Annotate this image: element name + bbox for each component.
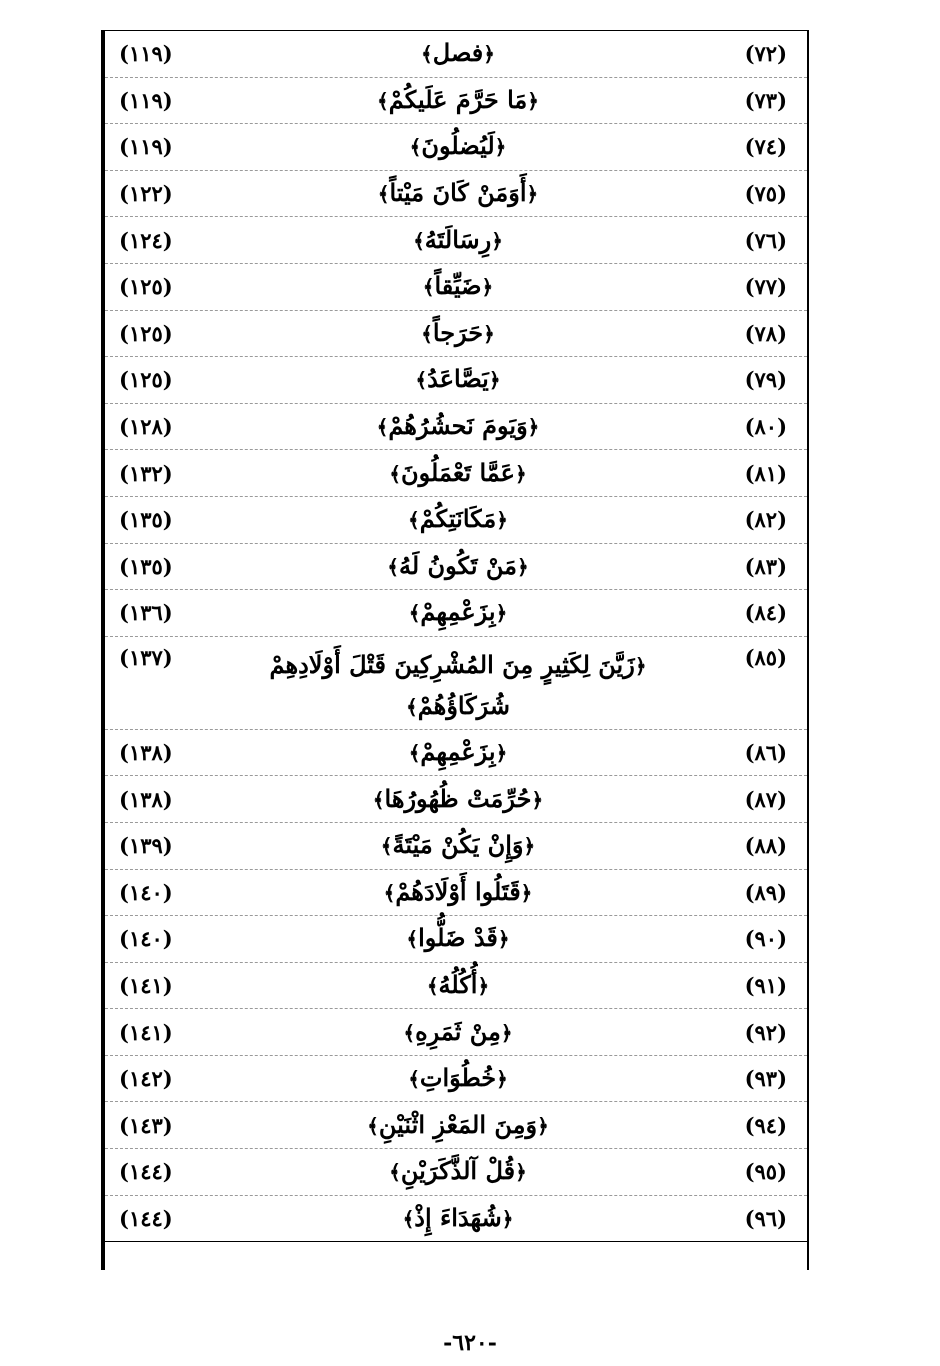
table-row	[105, 870, 807, 917]
quran-term	[239, 78, 677, 123]
ornate-bracket-open-icon: ﴿	[515, 1160, 527, 1185]
page-reference: (١٣٧)	[119, 644, 173, 670]
ornate-bracket-close-icon: ﴾	[389, 461, 402, 486]
entry-number: (٨١)	[744, 460, 787, 486]
page-reference: (١٣٨)	[119, 740, 173, 766]
entry-number: (٩٣)	[744, 1066, 787, 1092]
page-reference: (١١٩)	[119, 134, 173, 160]
page-reference: (١٢٢)	[119, 181, 173, 207]
ornate-bracket-open-icon: ﴿	[501, 1206, 514, 1231]
table-row	[105, 776, 807, 823]
ornate-bracket-close-icon: ﴾	[415, 368, 428, 393]
ornate-bracket-open-icon: ﴿	[477, 973, 490, 998]
quran-term	[239, 31, 677, 76]
table-row	[105, 450, 807, 497]
table-row	[105, 1149, 807, 1196]
term-text: أَوَمَنْ كَانَ مَيْتاً	[389, 178, 527, 208]
ornate-bracket-open-icon: ﴿	[523, 834, 536, 859]
page-reference: (١٤٤)	[119, 1159, 173, 1185]
page-reference: (١٣٩)	[119, 833, 173, 859]
term-text: وَيَومَ نَحشُرُهُمْ	[388, 411, 528, 441]
entry-number: (٩٥)	[744, 1159, 787, 1185]
quran-term	[239, 590, 677, 635]
term-text: شُهَدَاءَ إِذْ	[414, 1202, 502, 1232]
page-reference: (١٣٥)	[119, 553, 173, 579]
term-text: أُكُلُهُ	[438, 969, 478, 999]
entry-number: (٨٣)	[744, 553, 787, 579]
table-row	[105, 264, 807, 311]
quran-term	[239, 1103, 677, 1148]
table-row	[105, 637, 807, 730]
ornate-bracket-close-icon: ﴾	[367, 1113, 379, 1138]
ornate-bracket-close-icon: ﴾	[389, 1160, 401, 1185]
ornate-bracket-open-icon: ﴿	[494, 135, 507, 160]
entry-number: (٧٣)	[744, 87, 787, 113]
ornate-bracket-close-icon: ﴾	[376, 415, 389, 440]
quran-term	[239, 1149, 677, 1194]
page-reference: (١٤١)	[119, 1019, 173, 1045]
ornate-bracket-open-icon: ﴿	[491, 228, 503, 253]
table-row	[105, 823, 807, 870]
ornate-bracket-close-icon: ﴾	[402, 1206, 415, 1231]
page-number: -٦٢٠-	[443, 1330, 497, 1356]
page-reference: (١٤٠)	[119, 926, 173, 952]
ornate-bracket-open-icon: ﴿	[516, 554, 529, 579]
ornate-bracket-close-icon: ﴾	[387, 554, 399, 579]
term-text: بِزَعْمِهِمْ	[420, 597, 496, 627]
term-text: بِزَعْمِهِمْ	[420, 737, 496, 767]
ornate-bracket-close-icon: ﴾	[403, 1020, 416, 1045]
quran-term	[239, 1010, 677, 1055]
index-table	[101, 30, 809, 1270]
ornate-bracket-open-icon: ﴿	[496, 1067, 508, 1092]
ornate-bracket-open-icon: ﴿	[634, 653, 647, 678]
ornate-bracket-close-icon: ﴾	[421, 42, 433, 67]
page-reference: (١١٩)	[119, 87, 173, 113]
table-row	[105, 311, 807, 358]
page-reference: (١٢٥)	[119, 320, 173, 346]
entry-number: (٨٩)	[744, 879, 787, 905]
ornate-bracket-open-icon: ﴿	[520, 880, 533, 905]
quran-term	[239, 544, 677, 589]
page-reference: (١٢٨)	[119, 414, 173, 440]
quran-term	[239, 171, 677, 216]
quran-term	[239, 870, 677, 915]
term-text: مِنْ ثَمَرِهِ	[415, 1016, 501, 1046]
page-reference: (١٤٠)	[119, 879, 173, 905]
entry-number: (٩٦)	[744, 1205, 787, 1231]
table-row	[105, 1102, 807, 1149]
quran-term	[239, 916, 677, 961]
term-text: مَكَانَتِكُمْ	[419, 504, 497, 534]
entry-number: (٨٢)	[744, 507, 787, 533]
page-reference: (١٤١)	[119, 972, 173, 998]
term-text: وَإِنْ يَكُنْ مَيْتَةً	[392, 830, 524, 860]
ornate-bracket-close-icon: ﴾	[421, 321, 433, 346]
ornate-bracket-close-icon: ﴾	[408, 1067, 420, 1092]
ornate-bracket-open-icon: ﴿	[495, 601, 508, 626]
ornate-bracket-close-icon: ﴾	[383, 880, 396, 905]
table-row	[105, 31, 807, 78]
entry-number: (٩٤)	[744, 1112, 787, 1138]
page-reference: (١٣٦)	[119, 600, 173, 626]
table-row	[105, 544, 807, 591]
table-row	[105, 1056, 807, 1103]
term-text: رِسَالَتَهُ	[424, 224, 492, 254]
quran-term	[239, 497, 677, 542]
ornate-bracket-close-icon: ﴾	[426, 973, 439, 998]
page-reference: (١٣٢)	[119, 460, 173, 486]
ornate-bracket-open-icon: ﴿	[497, 927, 510, 952]
quran-term	[239, 451, 677, 496]
term-text: حَرَجاً	[432, 317, 484, 347]
term-text: خُطُوَاتِ	[419, 1063, 497, 1093]
ornate-bracket-close-icon: ﴾	[406, 927, 419, 952]
quran-term	[239, 1056, 677, 1101]
term-text: قُلْ آلذَّكَرَيْنِ	[400, 1156, 516, 1186]
entry-number: (٩٢)	[744, 1019, 787, 1045]
page-reference: (١٤٢)	[119, 1066, 173, 1092]
page-reference: (١٢٥)	[119, 274, 173, 300]
ornate-bracket-close-icon: ﴾	[372, 787, 385, 812]
table-row	[105, 963, 807, 1010]
entry-number: (٩٠)	[744, 926, 787, 952]
table-row	[105, 1196, 807, 1243]
term-text: قَدْ ضَلُّوا	[418, 923, 498, 953]
entry-number: (٧٦)	[744, 227, 787, 253]
term-text: قَتَلُوا أَوْلَادَهُمْ	[395, 876, 521, 906]
entry-number: (٧٤)	[744, 134, 787, 160]
page-reference: (١٢٥)	[119, 367, 173, 393]
entry-number: (٧٨)	[744, 320, 787, 346]
page-reference: (١١٩)	[119, 41, 173, 67]
ornate-bracket-open-icon: ﴿	[500, 1020, 513, 1045]
ornate-bracket-open-icon: ﴿	[514, 461, 527, 486]
entry-number: (٧٩)	[744, 367, 787, 393]
entry-number: (٧٧)	[744, 274, 787, 300]
term-text: مَنْ تَكُونُ لَهُ	[399, 550, 517, 580]
table-row	[105, 404, 807, 451]
entry-number: (٧٥)	[744, 181, 787, 207]
term-text: يَصَّاعَدُ	[427, 364, 489, 394]
ornate-bracket-open-icon: ﴿	[481, 275, 494, 300]
quran-term	[239, 404, 677, 449]
quran-term	[239, 357, 677, 402]
ornate-bracket-close-icon: ﴾	[422, 275, 435, 300]
table-row	[105, 357, 807, 404]
term-text: حُرِّمَتْ ظُهُورُهَا	[384, 783, 532, 813]
ornate-bracket-open-icon: ﴿	[527, 88, 539, 113]
ornate-bracket-open-icon: ﴿	[488, 368, 501, 393]
table-row	[105, 78, 807, 125]
quran-term	[239, 264, 677, 309]
ornate-bracket-open-icon: ﴿	[537, 1113, 549, 1138]
ornate-bracket-open-icon: ﴿	[483, 321, 495, 346]
quran-term	[239, 645, 677, 727]
page-reference: (١٢٤)	[119, 227, 173, 253]
quran-term	[239, 730, 677, 775]
term-text: لَيُضلُونَ	[421, 131, 495, 161]
table-row	[105, 730, 807, 777]
ornate-bracket-close-icon: ﴾	[405, 694, 418, 719]
entry-number: (٨٥)	[744, 644, 787, 670]
ornate-bracket-close-icon: ﴾	[380, 834, 393, 859]
ornate-bracket-open-icon: ﴿	[527, 415, 540, 440]
page-reference: (١٣٥)	[119, 507, 173, 533]
table-row	[105, 217, 807, 264]
table-row	[105, 1009, 807, 1056]
quran-term	[239, 311, 677, 356]
term-text: عَمَّا تَعْمَلُونَ	[401, 457, 515, 487]
entry-number: (٨٨)	[744, 833, 787, 859]
ornate-bracket-open-icon: ﴿	[483, 42, 495, 67]
ornate-bracket-close-icon: ﴾	[377, 88, 389, 113]
term-text: فصل	[432, 38, 484, 68]
table-row	[105, 916, 807, 963]
ornate-bracket-close-icon: ﴾	[377, 182, 390, 207]
entry-number: (٨٦)	[744, 740, 787, 766]
entry-number: (٨٤)	[744, 600, 787, 626]
quran-term	[239, 823, 677, 868]
page-reference: (١٤٤)	[119, 1205, 173, 1231]
table-row	[105, 497, 807, 544]
quran-term	[239, 124, 677, 169]
quran-term	[239, 218, 677, 263]
quran-term	[239, 1196, 677, 1241]
table-row	[105, 590, 807, 637]
page-reference: (١٣٨)	[119, 786, 173, 812]
term-text: ضَيِّقاً	[434, 271, 482, 301]
ornate-bracket-close-icon: ﴾	[408, 741, 421, 766]
table-row	[105, 124, 807, 171]
ornate-bracket-open-icon: ﴿	[496, 508, 508, 533]
ornate-bracket-close-icon: ﴾	[409, 135, 422, 160]
term-text: زَيَّنَ لِكَثِيرٍ مِنَ المُشْرِكِينَ قَتْلَ أَوْلَادِهِمْ شُرَكَاؤُهُمْ	[269, 649, 635, 720]
ornate-bracket-open-icon: ﴿	[495, 741, 508, 766]
quran-term	[239, 777, 677, 822]
quran-term	[239, 963, 677, 1008]
ornate-bracket-close-icon: ﴾	[407, 508, 420, 533]
page-reference: (١٤٣)	[119, 1112, 173, 1138]
ornate-bracket-close-icon: ﴾	[413, 228, 425, 253]
entry-number: (٧٢)	[744, 41, 787, 67]
entry-number: (٩١)	[744, 972, 787, 998]
ornate-bracket-close-icon: ﴾	[408, 601, 421, 626]
entry-number: (٨٧)	[744, 786, 787, 812]
ornate-bracket-open-icon: ﴿	[531, 787, 544, 812]
term-text: وَمِنَ المَعْزِ اثْنَيْنِ	[378, 1109, 538, 1139]
term-text: مَا حَرَّمَ عَلَيكُمْ	[388, 84, 528, 114]
table-row	[105, 171, 807, 218]
ornate-bracket-open-icon: ﴿	[526, 182, 539, 207]
entry-number: (٨٠)	[744, 414, 787, 440]
